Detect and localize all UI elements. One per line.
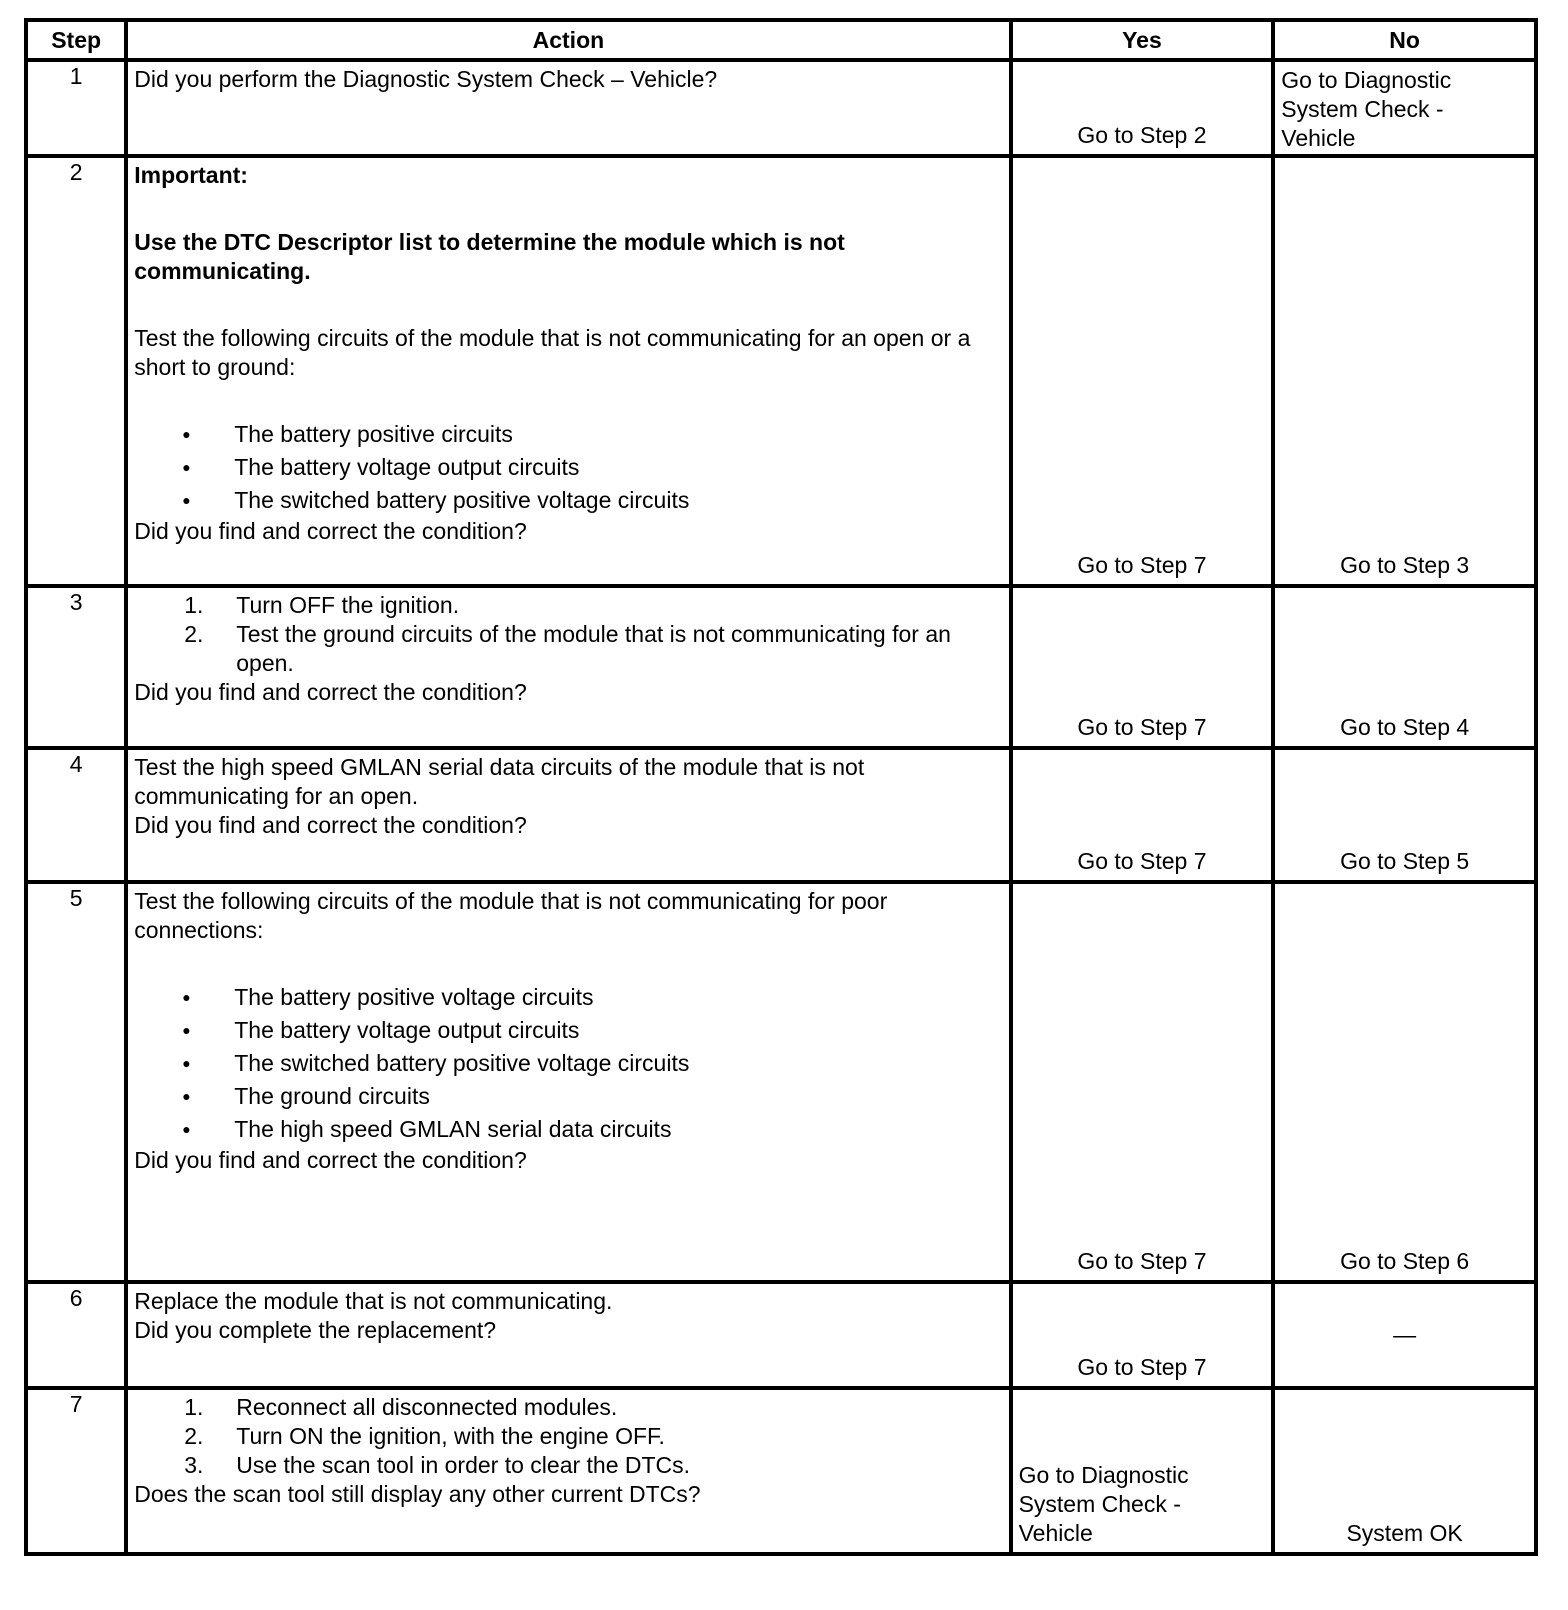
header-row bbox=[26, 20, 1536, 60]
no-cell bbox=[1273, 1388, 1536, 1554]
no-result: Go to Step 3 bbox=[1340, 552, 1470, 578]
question-text: Did you perform the Diagnostic System Check – Vehicle? bbox=[134, 66, 718, 92]
no-cell bbox=[1273, 1282, 1536, 1388]
procedure-list bbox=[134, 591, 1002, 678]
instruction-text: Replace the module that is not communicating. bbox=[134, 1288, 613, 1314]
yes-result: Go to Step 2 bbox=[1077, 122, 1207, 148]
yes-result: Go to Diagnostic System Check - Vehicle bbox=[1018, 1462, 1189, 1546]
table-row bbox=[26, 882, 1536, 1282]
yes-cell bbox=[1011, 586, 1274, 748]
table-row bbox=[26, 748, 1536, 882]
yes-result: Go to Step 7 bbox=[1077, 1248, 1207, 1274]
action-cell bbox=[126, 1282, 1010, 1388]
no-result: — bbox=[1393, 1321, 1417, 1348]
yes-result: Go to Step 7 bbox=[1077, 552, 1207, 578]
yes-result: Go to Step 7 bbox=[1077, 848, 1207, 874]
question-text: Did you find and correct the condition? bbox=[134, 518, 527, 544]
yes-cell bbox=[1011, 1388, 1274, 1554]
yes-cell bbox=[1011, 1282, 1274, 1388]
no-result: Go to Diagnostic System Check - Vehicle bbox=[1281, 67, 1452, 151]
question-text: Did you find and correct the condition? bbox=[134, 812, 527, 838]
instruction-text: Test the following circuits of the module that is not communicating for an open or a short to ground: bbox=[134, 325, 971, 380]
table-row bbox=[26, 1282, 1536, 1388]
no-result: Go to Step 6 bbox=[1340, 1248, 1470, 1274]
no-cell bbox=[1273, 586, 1536, 748]
important-text: Use the DTC Descriptor list to determine the module which is not communicating. bbox=[134, 229, 845, 284]
table-row bbox=[26, 1388, 1536, 1554]
circuit-list bbox=[134, 418, 1002, 517]
yes-cell bbox=[1011, 882, 1274, 1282]
yes-result: Go to Step 7 bbox=[1077, 1354, 1207, 1380]
yes-cell bbox=[1011, 60, 1274, 156]
list-item: ● The battery voltage output circuits bbox=[182, 451, 1002, 484]
step-number: 2 bbox=[26, 156, 126, 586]
step-number: 5 bbox=[26, 882, 126, 1282]
table-row bbox=[26, 60, 1536, 156]
list-item: ● The high speed GMLAN serial data circuits bbox=[182, 1113, 1002, 1146]
no-cell bbox=[1273, 882, 1536, 1282]
no-cell bbox=[1273, 748, 1536, 882]
action-cell bbox=[126, 748, 1010, 882]
header-action: Action bbox=[126, 20, 1010, 60]
table-row bbox=[26, 586, 1536, 748]
list-item: 2. Turn ON the ignition, with the engine OFF. bbox=[184, 1423, 665, 1449]
no-result: Go to Step 5 bbox=[1340, 848, 1470, 874]
list-item: 1. Reconnect all disconnected modules. bbox=[184, 1394, 618, 1420]
step-number: 1 bbox=[26, 60, 126, 156]
list-item: 3. Use the scan tool in order to clear the DTCs. bbox=[184, 1452, 691, 1478]
header-step: Step bbox=[26, 20, 126, 60]
no-result: Go to Step 4 bbox=[1340, 714, 1470, 740]
action-cell bbox=[126, 156, 1010, 586]
important-label: Important: bbox=[134, 162, 248, 188]
diagnostic-table bbox=[24, 18, 1538, 1556]
action-cell bbox=[126, 882, 1010, 1282]
table-row bbox=[26, 156, 1536, 586]
procedure-list bbox=[134, 1393, 1002, 1480]
list-item: ● The battery positive voltage circuits bbox=[182, 981, 1002, 1014]
yes-cell bbox=[1011, 156, 1274, 586]
step-number: 6 bbox=[26, 1282, 126, 1388]
yes-cell bbox=[1011, 748, 1274, 882]
step-number: 7 bbox=[26, 1388, 126, 1554]
question-text: Did you find and correct the condition? bbox=[134, 1147, 527, 1173]
instruction-text: Test the high speed GMLAN serial data circuits of the module that is not communicating for an open. bbox=[134, 754, 865, 809]
list-item: 2. Test the ground circuits of the module that is not communicating for an open. bbox=[184, 621, 951, 676]
list-item: ● The switched battery positive voltage circuits bbox=[182, 1047, 1002, 1080]
header-yes: Yes bbox=[1011, 20, 1274, 60]
no-result: System OK bbox=[1346, 1520, 1463, 1546]
circuit-list bbox=[134, 981, 1002, 1146]
list-item: ● The battery positive circuits bbox=[182, 418, 1002, 451]
step-number: 3 bbox=[26, 586, 126, 748]
action-cell bbox=[126, 1388, 1010, 1554]
question-text: Does the scan tool still display any other current DTCs? bbox=[134, 1481, 701, 1507]
question-text: Did you find and correct the condition? bbox=[134, 679, 527, 705]
action-cell bbox=[126, 60, 1010, 156]
step-number: 4 bbox=[26, 748, 126, 882]
action-cell bbox=[126, 586, 1010, 748]
header-no: No bbox=[1273, 20, 1536, 60]
list-item: ● The battery voltage output circuits bbox=[182, 1014, 1002, 1047]
list-item: 1. Turn OFF the ignition. bbox=[184, 592, 460, 618]
no-cell bbox=[1273, 60, 1536, 156]
list-item: ● The ground circuits bbox=[182, 1080, 1002, 1113]
no-cell bbox=[1273, 156, 1536, 586]
question-text: Did you complete the replacement? bbox=[134, 1317, 497, 1343]
list-item: ● The switched battery positive voltage circuits bbox=[182, 484, 1002, 517]
instruction-text: Test the following circuits of the module that is not communicating for poor connections: bbox=[134, 888, 888, 943]
yes-result: Go to Step 7 bbox=[1077, 714, 1207, 740]
